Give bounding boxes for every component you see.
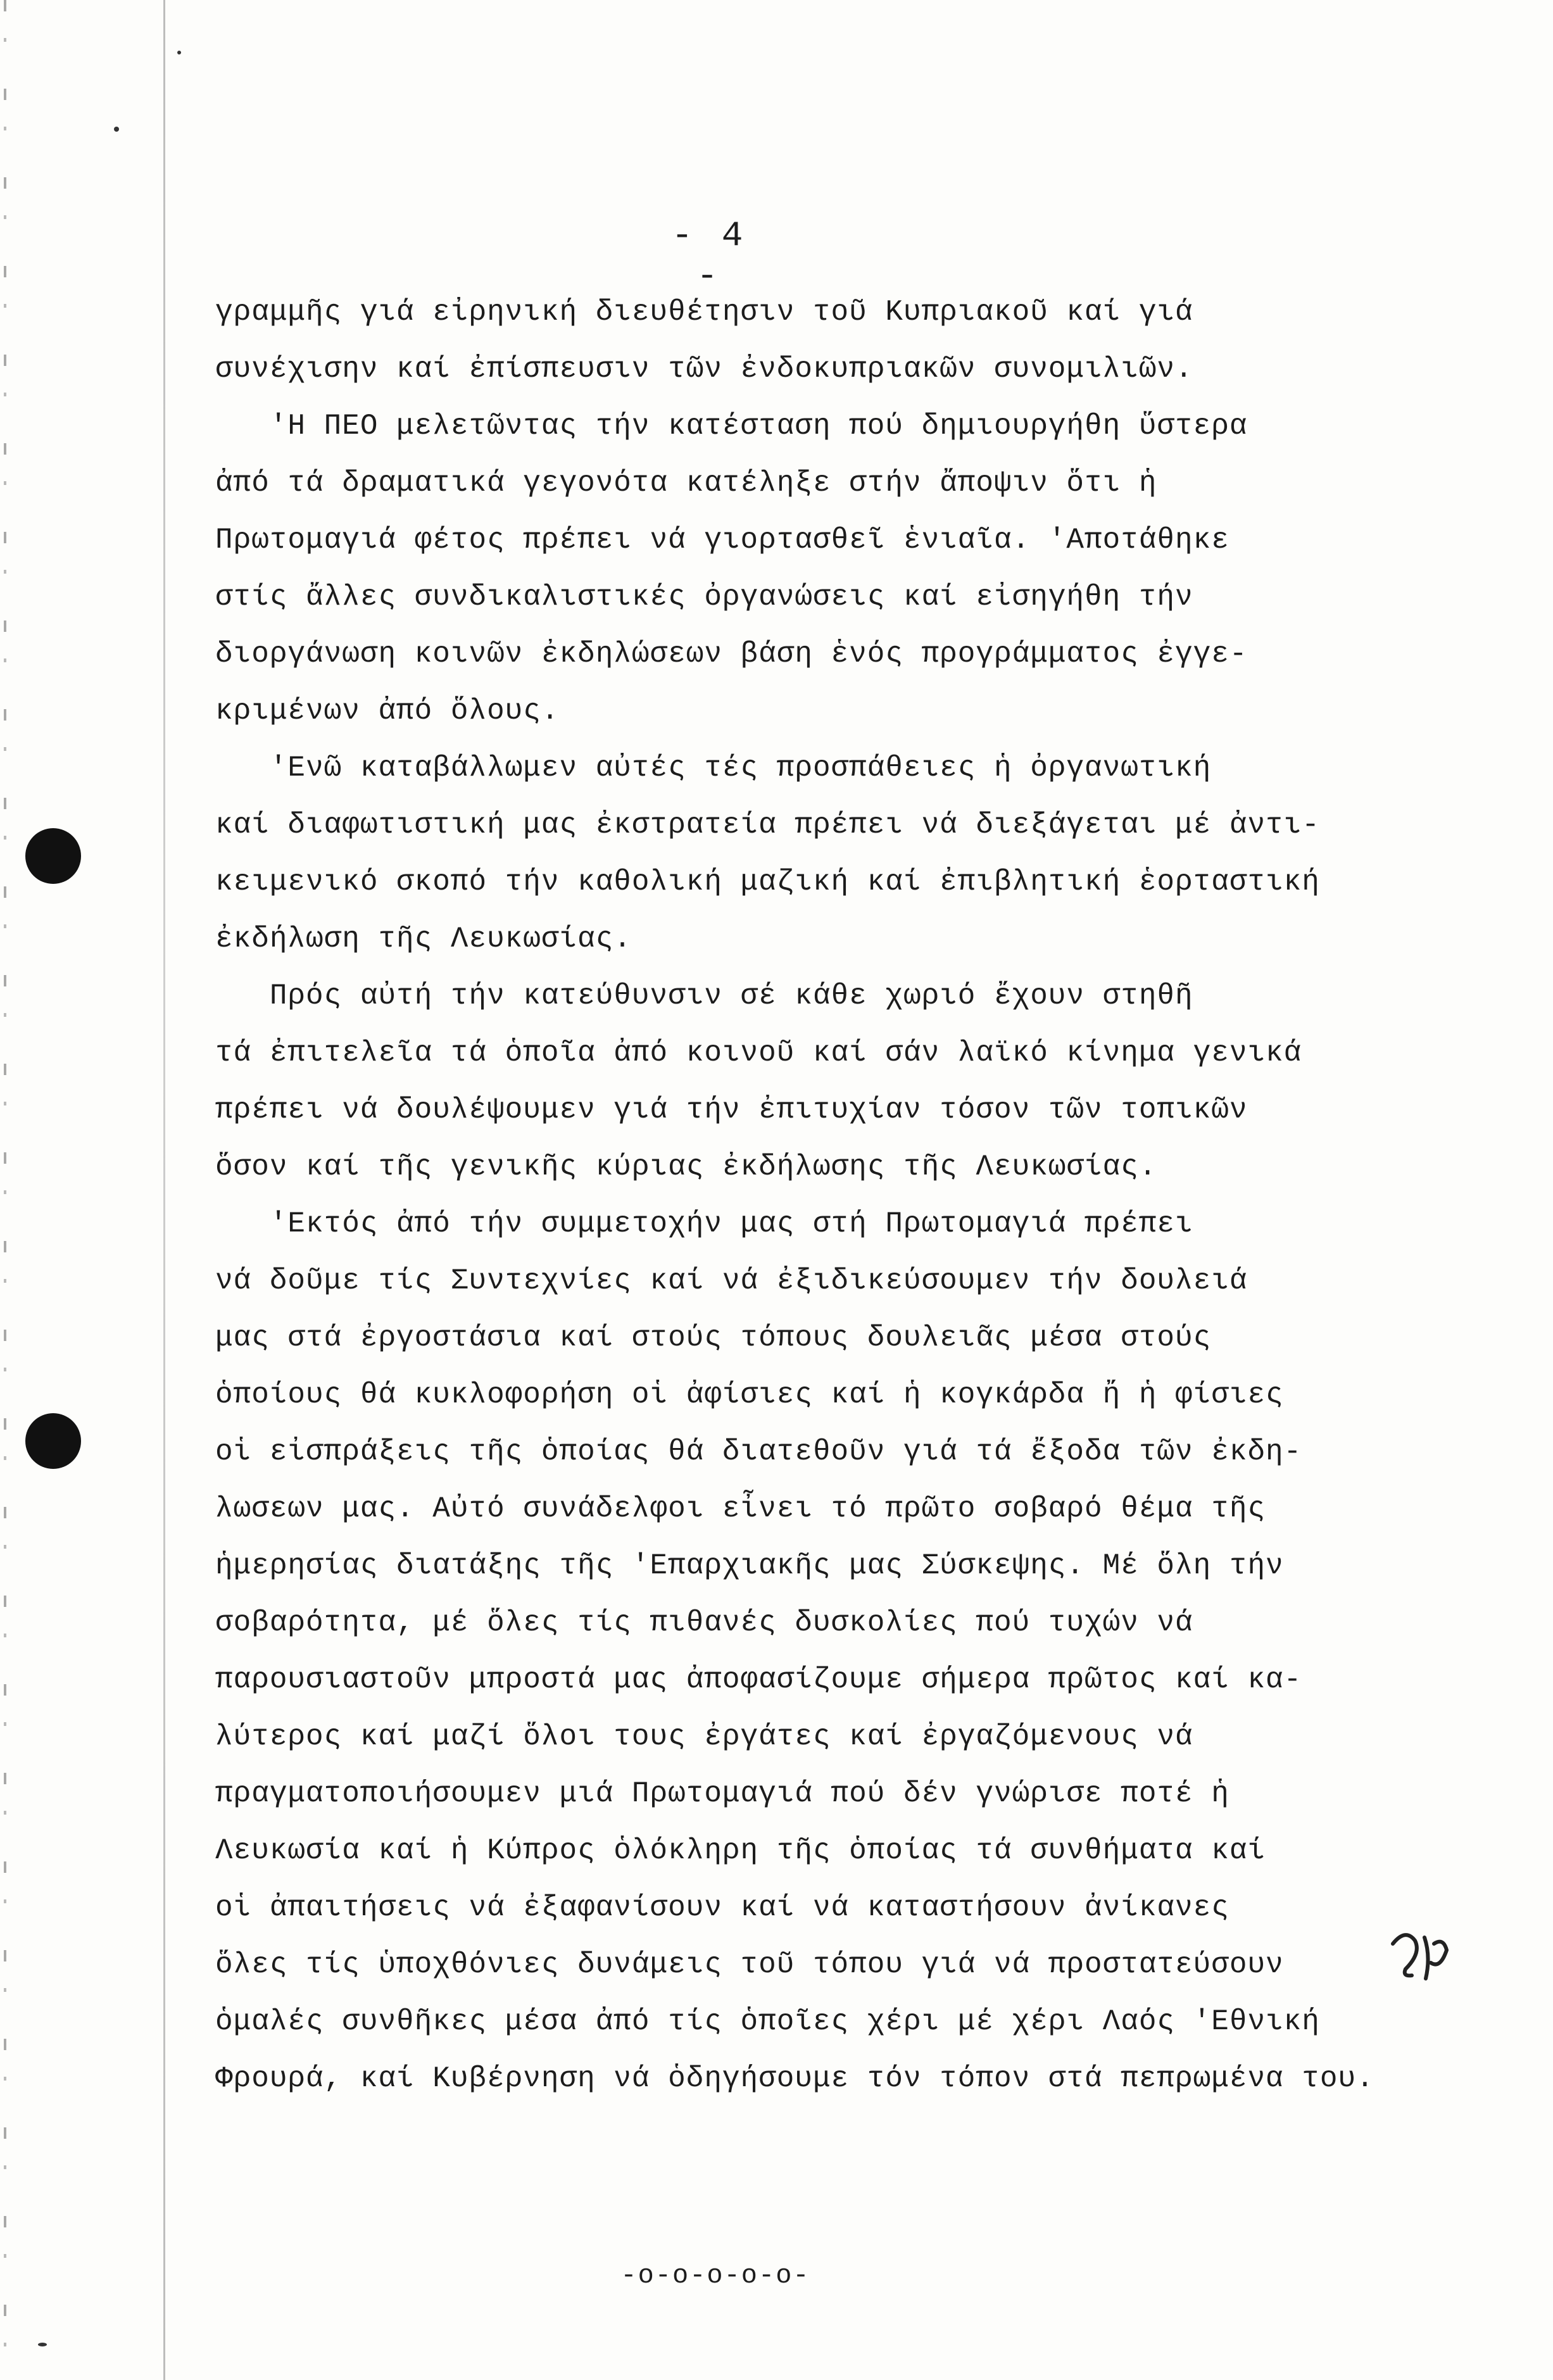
text-line: παρουσιαστοῦν μπροστά μας ἀποφασίζουμε σήμερα πρῶτος καί κα- xyxy=(215,1663,1302,1696)
scan-edge-artifact xyxy=(4,0,6,2380)
scan-speck xyxy=(38,2343,47,2346)
text-line: ἡμερησίας διατάξης τῆς 'Επαρχιακῆς μας Σύσκεψης. Μέ ὅλη τήν xyxy=(215,1549,1284,1582)
text-line: λωσεων μας. Αὐτό συνάδελφοι εἶνει τό πρῶτο σοβαρό θέμα τῆς xyxy=(215,1492,1266,1525)
text-line: ἀπό τά δραματικά γεγονότα κατέληξε στήν ἄποψιν ὅτι ἡ xyxy=(215,467,1157,500)
punch-hole-top xyxy=(25,828,81,884)
text-line: λύτερος καί μαζί ὅλοι τους ἐργάτες καί ἐργαζόμενους νά xyxy=(215,1720,1193,1753)
end-of-text-mark: -o-o-o-o-o- xyxy=(620,2260,810,2291)
text-line: Φρουρά, καί Κυβέρνηση νά ὁδηγήσουμε τόν τόπον στά πεπρωμένα του. xyxy=(215,2062,1374,2095)
text-line: 'Εκτός ἀπό τήν συμμετοχήν μας στή Πρωτομαγιά πρέπει xyxy=(215,1207,1193,1240)
text-line: οἱ ἀπαιτήσεις νά ἐξαφανίσουν καί νά καταστήσουν ἀνίκανες xyxy=(215,1891,1229,1924)
text-line: οἱ εἰσπράξεις τῆς ὁποίας θά διατεθοῦν γιά τά ἔξοδα τῶν ἐκδη- xyxy=(215,1435,1302,1468)
scan-speck xyxy=(177,51,181,54)
scan-speck xyxy=(114,127,119,132)
text-line: ὅλες τίς ὑποχθόνιες δυνάμεις τοῦ τόπου γιά νά προστατεύσουν xyxy=(215,1948,1284,1981)
text-line: 'Η ΠΕΟ μελετῶντας τήν κατέσταση πού δημιουργήθη ὕστερα xyxy=(215,410,1248,443)
text-line: ἐκδήλωση τῆς Λευκωσίας. xyxy=(215,922,632,955)
text-line: κειμενικό σκοπό τήν καθολική μαζική καί ἐπιβλητική ἑορταστική xyxy=(215,866,1320,898)
text-line: ὁμαλές συνθῆκες μέσα ἀπό τίς ὁποῖες χέρι μέ χέρι Λαός 'Εθνική xyxy=(215,2005,1320,2038)
text-line: Πρός αὐτή τήν κατεύθυνσιν σέ κάθε χωριό ἔχουν στηθῆ xyxy=(215,979,1193,1012)
text-line: τά ἐπιτελεῖα τά ὁποῖα ἀπό κοινοῦ καί σάν λαϊκό κίνημα γενικά xyxy=(215,1036,1302,1069)
text-line: συνέχισην καί ἐπίσπευσιν τῶν ἐνδοκυπριακῶν συνομιλιῶν. xyxy=(215,353,1193,386)
text-line: κριμένων ἀπό ὅλους. xyxy=(215,695,560,727)
text-line: 'Ενῶ καταβάλλωμεν αὐτές τές προσπάθειες ἡ ὀργανωτική xyxy=(215,752,1212,784)
punch-hole-bottom xyxy=(25,1413,81,1469)
body-text xyxy=(215,284,1456,2107)
page-number: - 4 - xyxy=(671,215,747,296)
text-line: μας στά ἐργοστάσια καί στούς τόπους δουλειᾶς μέσα στούς xyxy=(215,1321,1212,1354)
text-line: γραμμῆς γιά εἰρηνική διευθέτησιν τοῦ Κυπριακοῦ καί γιά xyxy=(215,296,1193,329)
text-line: πραγματοποιήσουμεν μιά Πρωτομαγιά πού δέν γνώρισε ποτέ ἡ xyxy=(215,1777,1229,1810)
text-line: πρέπει νά δουλέψουμεν γιά τήν ἐπιτυχίαν τόσον τῶν τοπικῶν xyxy=(215,1093,1248,1126)
text-line: στίς ἄλλες συνδικαλιστικές ὀργανώσεις καί εἰσηγήθη τήν xyxy=(215,581,1193,614)
text-line: καί διαφωτιστική μας ἐκστρατεία πρέπει νά διεξάγεται μέ ἀντι- xyxy=(215,809,1320,841)
text-line: νά δοῦμε τίς Συντεχνίες καί νά ἐξιδικεύσουμεν τήν δουλειά xyxy=(215,1264,1248,1297)
text-line: Πρωτομαγιά φέτος πρέπει νά γιορτασθεῖ ἑνιαῖα. 'Αποτάθηκε xyxy=(215,524,1229,557)
text-line: σοβαρότητα, μέ ὅλες τίς πιθανές δυσκολίες πού τυχών νά xyxy=(215,1606,1193,1639)
text-line: ὁποίους θά κυκλοφορήση οἱ ἀφίσιες καί ἡ κογκάρδα ἤ ἡ φίσιες xyxy=(215,1378,1284,1411)
text-line: ὅσον καί τῆς γενικῆς κύριας ἐκδήλωσης τῆς Λευκωσίας. xyxy=(215,1150,1157,1183)
handwritten-annotation-icon xyxy=(1386,1925,1456,1982)
text-line: διοργάνωση κοινῶν ἐκδηλώσεων βάση ἑνός προγράμματος ἐγγε- xyxy=(215,638,1248,671)
text-line: Λευκωσία καί ἡ Κύπρος ὁλόκληρη τῆς ὁποίας τά συνθήματα καί xyxy=(215,1834,1266,1867)
scan-fold-line xyxy=(163,0,165,2380)
